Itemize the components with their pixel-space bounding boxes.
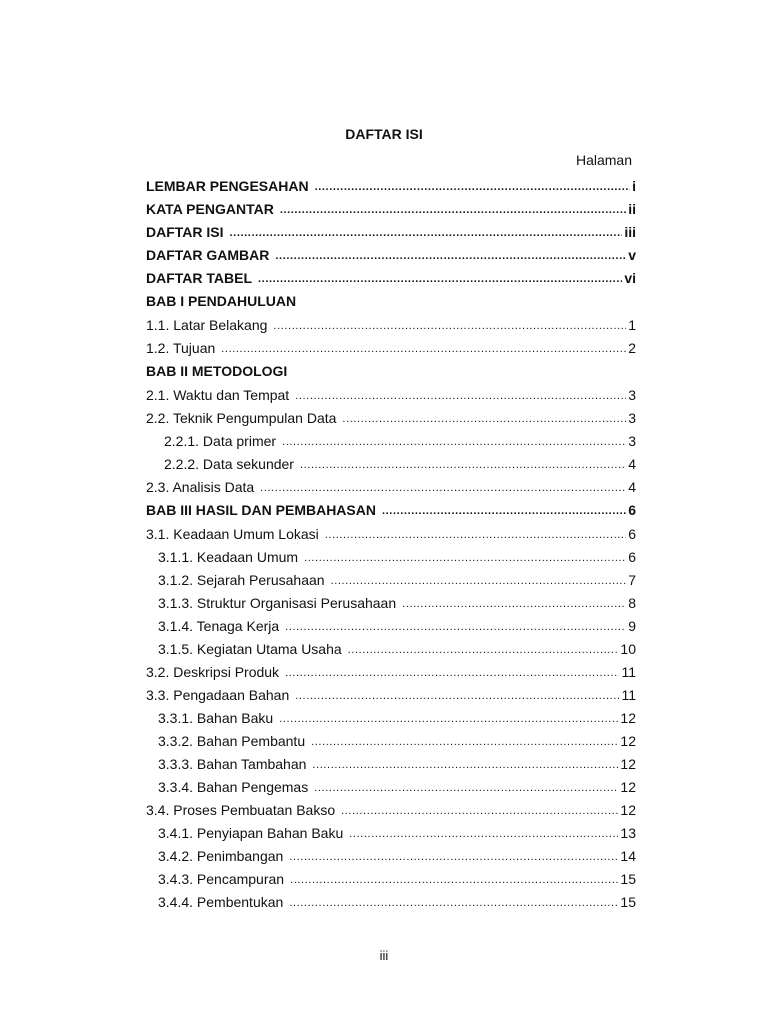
toc-entry-label: 2.2.1. Data primer <box>164 433 277 449</box>
toc-entry-label: 3.3. Pengadaan Bahan <box>146 687 290 703</box>
toc-dot-leader <box>402 597 626 611</box>
toc-entry-label: 1.2. Tujuan <box>146 340 216 356</box>
toc-entry-label: 3.1.4. Tenaga Kerja <box>158 618 280 634</box>
toc-entry-label: 2.1. Waktu dan Tempat <box>146 387 290 403</box>
toc-entry-page: 12 <box>620 802 636 818</box>
toc-entry-label: KATA PENGANTAR <box>146 201 274 217</box>
toc-entry-label: 3.3.1. Bahan Baku <box>158 710 274 726</box>
toc-dot-leader <box>349 827 618 841</box>
toc-entry-label: DAFTAR ISI <box>146 224 224 240</box>
toc-entry-page: 4 <box>628 456 636 472</box>
toc-dot-leader <box>282 435 626 449</box>
toc-dot-leader <box>304 551 626 565</box>
toc-dot-leader <box>280 203 626 217</box>
toc-entry-page: 12 <box>620 710 636 726</box>
toc-dot-leader <box>325 528 626 542</box>
toc-entry <box>158 706 636 726</box>
toc-entry-label: 3.1.1. Keadaan Umum <box>158 549 299 565</box>
toc-entry-page: 12 <box>620 756 636 772</box>
toc-entry <box>146 522 636 542</box>
toc-entry <box>146 313 636 333</box>
toc-entry <box>146 243 636 263</box>
toc-dot-leader <box>311 735 618 749</box>
toc-entry-page: iii <box>624 224 636 240</box>
toc-entry <box>146 289 636 309</box>
toc-dot-leader <box>382 504 626 518</box>
toc-entry <box>158 844 636 864</box>
toc-dot-leader <box>258 272 622 286</box>
toc-entry-label: 2.3. Analisis Data <box>146 479 255 495</box>
toc-entry-label: 3.4.2. Penimbangan <box>158 848 284 864</box>
toc-entry <box>158 890 636 910</box>
toc-entry-page: 15 <box>620 871 636 887</box>
toc-entry-page: 4 <box>628 479 636 495</box>
toc-entry-label: 3.4.4. Pembentukan <box>158 894 284 910</box>
toc-dot-leader <box>300 458 626 472</box>
toc-entry-label: 3.3.2. Bahan Pembantu <box>158 733 306 749</box>
toc-entry-label: BAB III HASIL DAN PEMBAHASAN <box>146 502 376 518</box>
toc-entry <box>146 359 636 379</box>
toc-dot-leader <box>290 873 618 887</box>
toc-entry <box>158 867 636 887</box>
toc-entry-page: 3 <box>628 387 636 403</box>
toc-entry <box>164 429 636 449</box>
toc-dot-leader <box>289 850 618 864</box>
toc-entry-page: 3 <box>628 433 636 449</box>
toc-entry-page: v <box>628 247 636 263</box>
toc-entry-label: DAFTAR TABEL <box>146 270 253 286</box>
toc-dot-leader <box>342 412 626 426</box>
toc-entry-page: 14 <box>620 848 636 864</box>
toc-dot-leader <box>331 574 627 588</box>
toc-entry <box>158 614 636 634</box>
toc-entry-label: 3.4.1. Penyiapan Bahan Baku <box>158 825 344 841</box>
toc-entry-page: 13 <box>620 825 636 841</box>
toc-entry-label: 3.1.5. Kegiatan Utama Usaha <box>158 641 342 657</box>
toc-entry <box>146 475 636 495</box>
toc-entry-label: 2.2. Teknik Pengumpulan Data <box>146 410 337 426</box>
toc-entry <box>146 406 636 426</box>
toc-entry <box>158 591 636 611</box>
toc-dot-leader <box>230 226 623 240</box>
toc-entry-page: vi <box>624 270 636 286</box>
toc-dot-leader <box>315 180 631 194</box>
toc-dot-leader <box>285 666 619 680</box>
toc-entry-page: 3 <box>628 410 636 426</box>
toc-entry-label: BAB II METODOLOGI <box>146 363 288 379</box>
toc-entry-page: i <box>632 178 636 194</box>
toc-entry <box>158 545 636 565</box>
page-title: DAFTAR ISI <box>345 126 423 142</box>
toc-entry-page: 12 <box>620 779 636 795</box>
toc-dot-leader <box>312 758 618 772</box>
toc-entry <box>158 637 636 657</box>
toc-entry <box>146 220 636 240</box>
toc-entry-label: 1.1. Latar Belakang <box>146 317 268 333</box>
toc-dot-leader <box>221 342 626 356</box>
toc-entry-label: 3.1.2. Sejarah Perusahaan <box>158 572 325 588</box>
toc-entry <box>146 336 636 356</box>
toc-dot-leader <box>295 689 619 703</box>
toc-entry-label: DAFTAR GAMBAR <box>146 247 270 263</box>
halaman-header: Halaman <box>575 152 632 168</box>
toc-dot-leader <box>260 481 626 495</box>
toc-entry-label: 3.4. Proses Pembuatan Bakso <box>146 802 336 818</box>
toc-entry-page: 2 <box>628 340 636 356</box>
toc-dot-leader <box>289 896 618 910</box>
toc-dot-leader <box>285 620 626 634</box>
toc-entry-page: 12 <box>620 733 636 749</box>
toc-entry <box>158 568 636 588</box>
toc-entry <box>164 452 636 472</box>
toc-entry-label: 3.1. Keadaan Umum Lokasi <box>146 526 319 542</box>
toc-entry <box>146 174 636 194</box>
toc-entry-page: 15 <box>620 894 636 910</box>
toc-entry-label: 3.2. Deskripsi Produk <box>146 664 280 680</box>
toc-entry-page: 10 <box>620 641 636 657</box>
toc-entry-page: 7 <box>628 572 636 588</box>
toc-dot-leader <box>341 804 618 818</box>
toc-dot-leader <box>275 249 626 263</box>
page-number: iii <box>379 948 389 963</box>
toc-dot-leader <box>273 319 626 333</box>
toc-entry-page: 8 <box>628 595 636 611</box>
toc-entry <box>146 383 636 403</box>
toc-entry <box>146 197 636 217</box>
toc-entry <box>158 775 636 795</box>
toc-entry-label: BAB I PENDAHULUAN <box>146 293 297 309</box>
toc-entry <box>146 798 636 818</box>
toc-entry-label: 3.3.3. Bahan Tambahan <box>158 756 307 772</box>
toc-entry-page: 1 <box>628 317 636 333</box>
toc-dot-leader <box>348 643 619 657</box>
toc-dot-leader <box>295 389 626 403</box>
toc-entry <box>146 683 636 703</box>
toc-entry <box>146 498 636 518</box>
toc-entry-label: 2.2.2. Data sekunder <box>164 456 294 472</box>
toc-entry <box>146 266 636 286</box>
toc-dot-leader <box>314 781 618 795</box>
toc-entry <box>158 729 636 749</box>
toc-entry <box>158 752 636 772</box>
toc-entry-label: 3.1.3. Struktur Organisasi Perusahaan <box>158 595 397 611</box>
toc-entry-page: 11 <box>621 687 636 703</box>
toc-entry-page: 6 <box>628 502 636 518</box>
toc-entry <box>146 660 636 680</box>
toc-entry <box>158 821 636 841</box>
toc-entry-label: 3.4.3. Pencampuran <box>158 871 285 887</box>
toc-entry-label: 3.3.4. Bahan Pengemas <box>158 779 309 795</box>
toc-entry-page: 6 <box>628 549 636 565</box>
toc-entry-page: 6 <box>628 526 636 542</box>
toc-entry-page: 11 <box>621 664 636 680</box>
toc-entry-page: ii <box>628 201 636 217</box>
toc-entry-page: 9 <box>628 618 636 634</box>
toc-dot-leader <box>279 712 618 726</box>
toc-entry-label: LEMBAR PENGESAHAN <box>146 178 309 194</box>
